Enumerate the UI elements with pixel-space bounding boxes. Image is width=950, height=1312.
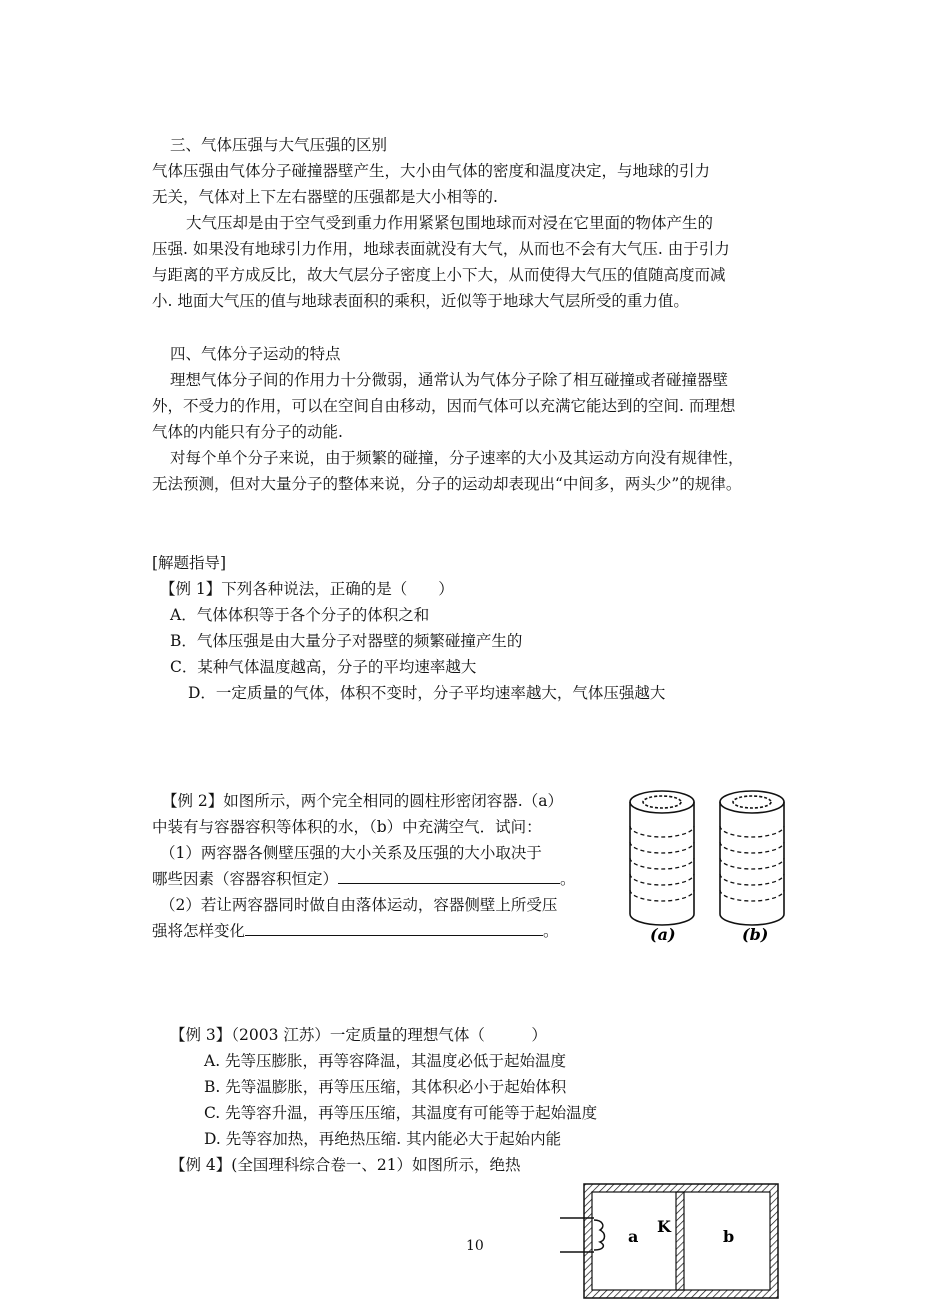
- section3-para2-line3: 与距离的平方成反比，故大气层分子密度上小下大，从而使得大气压的值随高度而减: [152, 266, 726, 284]
- ex2-line2: 中装有与容器容积等体积的水，（b）中充满空气．试问：: [152, 818, 542, 836]
- cylinders-figure: [618, 782, 788, 950]
- page-number: 10: [466, 1238, 484, 1254]
- section4-para1-line2: 外，不受力的作用，可以在空间自由移动，因而气体可以充满它能达到的空间. 而理想: [152, 397, 736, 415]
- ex1-option-c: C．某种气体温度越高，分子的平均速率越大: [170, 658, 477, 676]
- partition-k: [676, 1192, 684, 1290]
- ex2-q2-answer-blank: [245, 921, 543, 936]
- partition-label-k: K: [657, 1217, 671, 1236]
- figure-label-b: (b): [742, 925, 769, 944]
- ex2-q2-prefix: 强将怎样变化: [152, 922, 246, 940]
- ex2-q2-suffix: 。: [543, 922, 559, 940]
- ex4-question: 【例 4】(全国理科综合卷一、21）如图所示，绝热: [170, 1156, 521, 1174]
- ex2-q1-prefix: 哪些因素（容器容积恒定）: [152, 870, 339, 888]
- cylinder-b: [720, 791, 784, 925]
- ex2-line3: （1）两容器各侧壁压强的大小关系及压强的大小取决于: [160, 844, 542, 862]
- ex1-option-d: D．一定质量的气体，体积不变时，分子平均速率越大，气体压强越大: [188, 684, 666, 702]
- ex3-option-c: C. 先等容升温，再等压压缩，其温度有可能等于起始温度: [204, 1104, 598, 1122]
- ex3-option-d: D. 先等容加热，再绝热压缩. 其内能必大于起始内能: [204, 1130, 562, 1148]
- figure-label-a: (a): [650, 925, 676, 944]
- ex2-q1-suffix: 。: [560, 870, 576, 888]
- ex2-q1-answer-blank: [338, 869, 560, 884]
- chamber-label-a: a: [628, 1227, 639, 1246]
- ex2-line1: 【例 2】如图所示，两个完全相同的圆柱形密闭容器.（a）: [162, 792, 563, 810]
- section4-heading: 四、气体分子运动的特点: [170, 345, 341, 363]
- ex1-option-a: A．气体体积等于各个分子的体积之和: [170, 606, 430, 624]
- ex2-q2: [152, 921, 559, 941]
- section3-para2-line2: 压强. 如果没有地球引力作用，地球表面就没有大气，从而也不会有大气压. 由于引力: [152, 240, 730, 258]
- ex3-question: 【例 3】（2003 江苏）一定质量的理想气体（ ）: [170, 1026, 547, 1044]
- section3-heading: 三、气体压强与大气压强的区别: [170, 136, 388, 154]
- section4-para1-line1: 理想气体分子间的作用力十分微弱，通常认为气体分子除了相互碰撞或者碰撞器壁: [170, 371, 729, 389]
- insulated-container-figure: [556, 1178, 786, 1304]
- ex2-q2-line1: （2）若让两容器同时做自由落体运动，容器侧壁上所受压: [160, 896, 558, 914]
- guide-heading: [解题指导]: [152, 554, 227, 572]
- ex1-option-b: B．气体压强是由大量分子对器壁的频繁碰撞产生的: [170, 632, 523, 650]
- section4-para2-line1: 对每个单个分子来说，由于频繁的碰撞，分子速率的大小及其运动方向没有规律性，: [170, 449, 744, 467]
- section4-para1-line3: 气体的内能只有分子的动能.: [152, 423, 343, 441]
- chamber-label-b: b: [723, 1227, 735, 1246]
- section3-para1-line2: 无关，气体对上下左右器壁的压强都是大小相等的.: [152, 188, 498, 206]
- section3-para1-line1: 气体压强由气体分子碰撞器壁产生，大小由气体的密度和温度决定，与地球的引力: [152, 162, 711, 180]
- cylinder-a: [630, 791, 694, 925]
- section3-para2-line1: 大气压却是由于空气受到重力作用紧紧包围地球而对浸在它里面的物体产生的: [186, 214, 714, 232]
- ex3-option-a: A. 先等压膨胀，再等容降温，其温度必低于起始温度: [204, 1052, 567, 1070]
- section3-para2-line4: 小. 地面大气压的值与地球表面积的乘积，近似等于地球大气层所受的重力值。: [152, 292, 689, 310]
- ex2-q1: [152, 869, 576, 889]
- ex1-question: 【例 1】下列各种说法，正确的是（ ）: [160, 580, 454, 598]
- ex3-option-b: B. 先等温膨胀，再等压压缩，其体积必小于起始体积: [204, 1078, 567, 1096]
- section4-para2-line2: 无法预测，但对大量分子的整体来说，分子的运动却表现出“中间多，两头少”的规律。: [152, 475, 742, 493]
